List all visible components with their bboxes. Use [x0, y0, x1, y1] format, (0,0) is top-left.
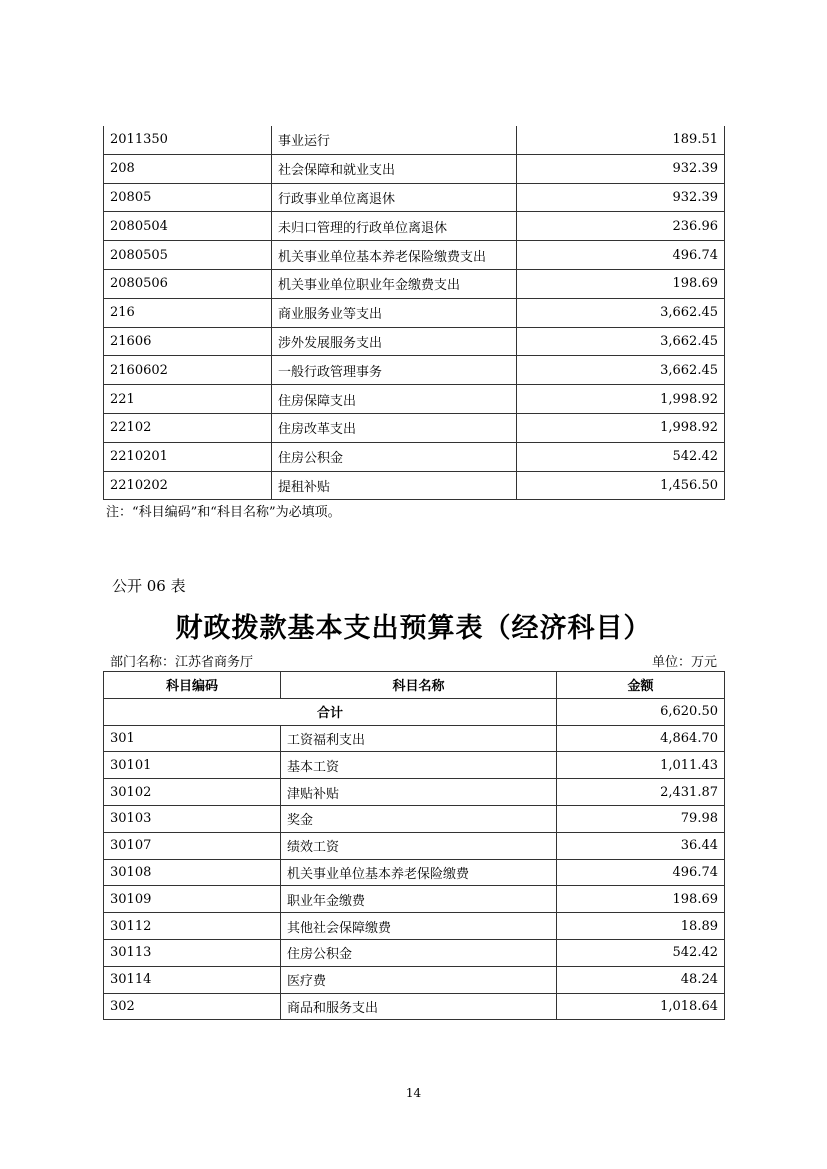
cell-code: 30102	[104, 779, 281, 806]
cell-code: 30101	[104, 752, 281, 779]
cell-code: 208	[104, 154, 272, 183]
table-row	[104, 269, 725, 298]
cell-name: 奖金	[281, 805, 557, 832]
cell-amount: 542.42	[557, 939, 725, 966]
header-name: 科目名称	[281, 672, 557, 699]
header-amount: 金额	[557, 672, 725, 699]
cell-code: 2011350	[104, 126, 272, 154]
cell-amount: 4,864.70	[557, 725, 725, 752]
cell-code: 2210201	[104, 442, 272, 471]
cell-name: 提租补贴	[272, 471, 517, 500]
cell-amount: 932.39	[517, 154, 725, 183]
table-row	[104, 212, 725, 241]
header-code: 科目编码	[104, 672, 281, 699]
cell-code: 302	[104, 993, 281, 1020]
table-row	[104, 298, 725, 327]
table1-body	[104, 126, 725, 500]
table-note: 注：“科目编码”和“科目名称”为必填项。	[106, 505, 341, 520]
table-row	[104, 385, 725, 414]
table-row	[104, 725, 725, 752]
page-title: 财政拨款基本支出预算表（经济科目）	[175, 613, 652, 644]
table-row	[104, 913, 725, 940]
cell-name: 医疗费	[281, 966, 557, 993]
cell-code: 30114	[104, 966, 281, 993]
table-row	[104, 832, 725, 859]
cell-name: 机关事业单位基本养老保险缴费	[281, 859, 557, 886]
cell-code: 21606	[104, 327, 272, 356]
cell-name: 商业服务业等支出	[272, 298, 517, 327]
cell-amount: 236.96	[517, 212, 725, 241]
total-label: 合计	[104, 698, 557, 725]
cell-code: 30113	[104, 939, 281, 966]
table-header-row	[104, 672, 725, 699]
table-row	[104, 126, 725, 154]
cell-amount: 1,456.50	[517, 471, 725, 500]
cell-code: 30109	[104, 886, 281, 913]
cell-name: 商品和服务支出	[281, 993, 557, 1020]
cell-code: 216	[104, 298, 272, 327]
cell-code: 2080505	[104, 241, 272, 270]
table-row	[104, 966, 725, 993]
table-row	[104, 442, 725, 471]
cell-amount: 1,018.64	[557, 993, 725, 1020]
table-row	[104, 241, 725, 270]
cell-name: 一般行政管理事务	[272, 356, 517, 385]
cell-name: 津贴补贴	[281, 779, 557, 806]
cell-amount: 1,011.43	[557, 752, 725, 779]
cell-amount: 2,431.87	[557, 779, 725, 806]
total-row	[104, 698, 725, 725]
cell-amount: 542.42	[517, 442, 725, 471]
table-row	[104, 859, 725, 886]
table-row	[104, 886, 725, 913]
page-number: 14	[405, 1086, 422, 1100]
cell-amount: 36.44	[557, 832, 725, 859]
cell-code: 301	[104, 725, 281, 752]
cell-code: 30103	[104, 805, 281, 832]
cell-amount: 1,998.92	[517, 413, 725, 442]
cell-name: 未归口管理的行政单位离退休	[272, 212, 517, 241]
cell-code: 30112	[104, 913, 281, 940]
cell-name: 其他社会保障缴费	[281, 913, 557, 940]
cell-name: 社会保障和就业支出	[272, 154, 517, 183]
cell-name: 住房公积金	[281, 939, 557, 966]
cell-name: 工资福利支出	[281, 725, 557, 752]
table-row	[104, 356, 725, 385]
expense-table-economic	[103, 671, 725, 1020]
table2-body	[104, 698, 725, 1020]
table-row	[104, 471, 725, 500]
cell-amount: 1,998.92	[517, 385, 725, 414]
cell-amount: 79.98	[557, 805, 725, 832]
cell-name: 机关事业单位基本养老保险缴费支出	[272, 241, 517, 270]
cell-code: 2080504	[104, 212, 272, 241]
cell-name: 绩效工资	[281, 832, 557, 859]
cell-name: 住房改革支出	[272, 413, 517, 442]
cell-name: 职业年金缴费	[281, 886, 557, 913]
cell-name: 涉外发展服务支出	[272, 327, 517, 356]
table-row	[104, 413, 725, 442]
table-row	[104, 805, 725, 832]
cell-amount: 3,662.45	[517, 327, 725, 356]
table-tag: 公开 06 表	[112, 577, 186, 595]
unit-label: 单位：万元	[651, 655, 717, 670]
cell-code: 2080506	[104, 269, 272, 298]
cell-code: 2210202	[104, 471, 272, 500]
cell-amount: 48.24	[557, 966, 725, 993]
table-row	[104, 327, 725, 356]
cell-name: 基本工资	[281, 752, 557, 779]
table-row	[104, 154, 725, 183]
cell-name: 行政事业单位离退休	[272, 183, 517, 212]
cell-amount: 189.51	[517, 126, 725, 154]
cell-amount: 496.74	[557, 859, 725, 886]
cell-amount: 3,662.45	[517, 356, 725, 385]
cell-name: 机关事业单位职业年金缴费支出	[272, 269, 517, 298]
table-row	[104, 993, 725, 1020]
cell-name: 事业运行	[272, 126, 517, 154]
cell-code: 20805	[104, 183, 272, 212]
cell-code: 30107	[104, 832, 281, 859]
table-row	[104, 939, 725, 966]
cell-amount: 3,662.45	[517, 298, 725, 327]
cell-code: 30108	[104, 859, 281, 886]
cell-amount: 198.69	[517, 269, 725, 298]
department-label: 部门名称：江苏省商务厅	[110, 655, 254, 670]
cell-code: 221	[104, 385, 272, 414]
cell-amount: 932.39	[517, 183, 725, 212]
cell-code: 2160602	[104, 356, 272, 385]
cell-code: 22102	[104, 413, 272, 442]
cell-amount: 198.69	[557, 886, 725, 913]
expense-table-functional	[103, 126, 725, 500]
cell-amount: 496.74	[517, 241, 725, 270]
total-amount: 6,620.50	[557, 698, 725, 725]
cell-name: 住房公积金	[272, 442, 517, 471]
table-row	[104, 183, 725, 212]
cell-name: 住房保障支出	[272, 385, 517, 414]
table-row	[104, 779, 725, 806]
cell-amount: 18.89	[557, 913, 725, 940]
table-row	[104, 752, 725, 779]
